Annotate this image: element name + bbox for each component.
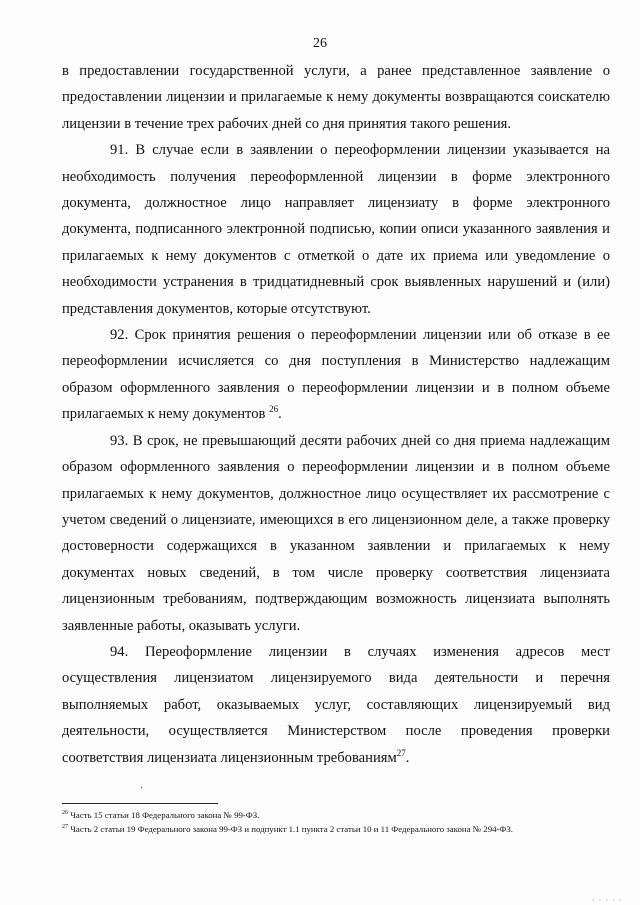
paragraph: 94. Переоформление лицензии в случаях изменения адресов мест осуществления лицензиатом лицензируемого вида деятельности и перечня выполняемых работ, оказываемых услуг, составляющих лицензируемый вид деятельности, осуществляется Министерством после проведения проверки соответствия лицензиата лицензионным требованиям$^{27}$.: [62, 643, 610, 766]
footnotes: [62, 808, 622, 836]
paragraph: [62, 428, 610, 639]
paragraph-text: в предоставлении государственной услуги, а ранее представленное заявление о предоставлении лицензии и прилагаемые к нему документы возвращаются соискателю лицензии в течение трех рабочих дней со дня принятия такого решения.: [62, 63, 610, 132]
paragraph-text: 93. В срок, не превышающий десяти рабочих дней со дня приема надлежащим образом оформленного заявления о переоформлении лицензии и в полном объеме прилагаемых к нему документов, должностное лицо осуществляет их рассмотрение с учетом сведений о лицензиате, имеющихся в его лицензионном деле, а также проверку достоверности содержащихся в указанном заявлении и прилагаемых к нему документах новых сведений, в том числе проверку соответствия лицензиата лицензионным требованиям, подтверждающим возможность лицензиата выполнять заявленные работы, оказывать услуги.: [62, 432, 610, 634]
footnote-separator: [62, 803, 218, 804]
page-number: 26: [313, 36, 327, 51]
paragraph-text: 91. В случае если в заявлении о переоформлении лицензии указывается на необходимость получения переоформленной лицензии в форме электронного документа, должностное лицо направляет лицензиату в форме электронного документа, подписанного электронной подписью, копии описи указанного заявления и прилагаемых к нему документов с отметкой о дате их приема или уведомление о необходимости устранения в тридцатидневный срок выявленных нарушений и (или) представления документов, которые отсутствуют.: [62, 142, 610, 317]
paragraph: [62, 137, 610, 322]
footnote: [62, 808, 622, 822]
scan-artifact-dots: · · · · ·: [592, 896, 623, 905]
footnote-text: Часть 15 статьи 18 Федерального закона № 99-ФЗ.: [70, 810, 260, 820]
paragraph: [62, 58, 610, 137]
paragraph: 92. Срок принятия решения о переоформлении лицензии или об отказе в ее переоформлении исчисляется со дня поступления в Министерство надлежащим образом оформленного заявления о переоформлении лицензии и в полном объеме прилагаемых к нему документов $^{26}$.: [62, 327, 610, 423]
footnote-mark: 27: [62, 824, 68, 831]
paragraph-text: 94. Переоформление лицензии в случаях изменения адресов мест осуществления лицензиатом лицензируемого вида деятельности и перечня выполняемых работ, оказываемых услуг, составляющих лицензируемый вид деятельности, осуществляется Министерством после проведения проверки соответствия лицензиата лицензионным требованиям: [62, 643, 610, 766]
footnote-reference[interactable]: 27: [396, 747, 406, 758]
document-body: [62, 58, 610, 771]
footnote: [62, 822, 622, 836]
footnote-reference[interactable]: 26: [269, 404, 279, 415]
paragraph-text: 92. Срок принятия решения о переоформлении лицензии или об отказе в ее переоформлении исчисляется со дня поступления в Министерство надлежащим образом оформленного заявления о переоформлении лицензии и в полном объеме прилагаемых к нему документов: [62, 327, 610, 423]
scan-artifact-dot: ·: [140, 783, 144, 794]
footnote-text: Часть 2 статьи 19 Федерального закона 99-ФЗ и подпункт 1.1 пункта 2 статьи 10 и 11 Федерального закона № 294-ФЗ.: [70, 824, 513, 834]
footnote-mark: 26: [62, 810, 68, 817]
